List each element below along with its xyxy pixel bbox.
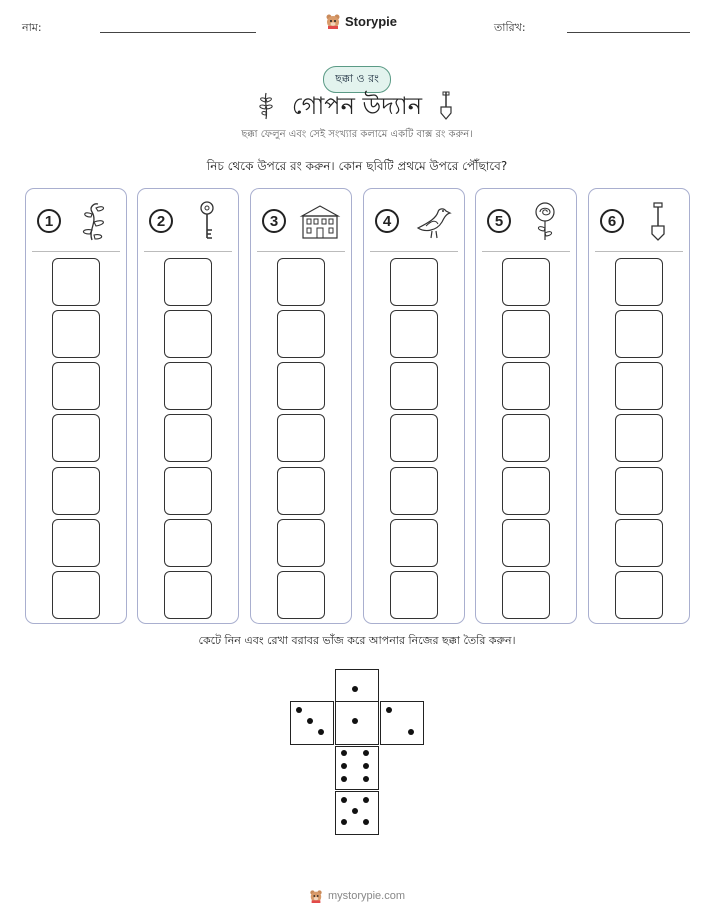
- column-divider: [482, 251, 570, 252]
- color-box[interactable]: [164, 519, 212, 567]
- color-box[interactable]: [615, 310, 663, 358]
- color-box[interactable]: [52, 310, 100, 358]
- vine-icon: [74, 200, 116, 242]
- color-box[interactable]: [277, 467, 325, 515]
- color-box[interactable]: [502, 362, 550, 410]
- column-number: 1: [37, 209, 61, 233]
- color-box[interactable]: [52, 467, 100, 515]
- die-pip: [341, 750, 347, 756]
- color-box[interactable]: [390, 571, 438, 619]
- color-box[interactable]: [52, 362, 100, 410]
- die-pip: [363, 819, 369, 825]
- instruction: নিচ থেকে উপরে রং করুন। কোন ছবিটি প্রথমে উপরে পৌঁছাবে?: [206, 159, 508, 173]
- color-box[interactable]: [164, 258, 212, 306]
- column-divider: [32, 251, 120, 252]
- die-face-3: [290, 701, 334, 745]
- color-box[interactable]: [390, 258, 438, 306]
- die-pip: [363, 750, 369, 756]
- color-box[interactable]: [502, 310, 550, 358]
- color-box[interactable]: [52, 414, 100, 462]
- die-face-5: [335, 791, 379, 835]
- die-pip: [408, 729, 414, 735]
- color-box[interactable]: [164, 467, 212, 515]
- color-box[interactable]: [390, 519, 438, 567]
- color-box[interactable]: [502, 414, 550, 462]
- trowel-icon: [439, 91, 453, 121]
- column-divider: [370, 251, 458, 252]
- color-box[interactable]: [502, 571, 550, 619]
- color-box[interactable]: [277, 362, 325, 410]
- color-box[interactable]: [277, 519, 325, 567]
- footer-url[interactable]: mystorypie.com: [327, 890, 406, 902]
- column-6: [588, 188, 690, 624]
- color-box[interactable]: [615, 467, 663, 515]
- color-box[interactable]: [615, 571, 663, 619]
- color-box[interactable]: [277, 571, 325, 619]
- color-box[interactable]: [164, 310, 212, 358]
- die-face-6: [335, 746, 379, 790]
- color-box[interactable]: [52, 519, 100, 567]
- die-face-1: [335, 701, 379, 745]
- color-box[interactable]: [390, 467, 438, 515]
- column-2: [137, 188, 239, 624]
- die-pip: [341, 763, 347, 769]
- die-pip: [363, 797, 369, 803]
- die-pip: [341, 797, 347, 803]
- name-line[interactable]: [100, 32, 256, 33]
- column-1: [25, 188, 127, 624]
- column-number: 5: [487, 209, 511, 233]
- bird-icon: [412, 200, 454, 242]
- cut-instruction: কেটে নিন এবং রেখা বরাবর ভাঁজ করে আপনার নিজের ছক্কা তৈরি করুন।: [198, 634, 516, 647]
- column-number: 2: [149, 209, 173, 233]
- column-divider: [144, 251, 232, 252]
- column-3: [250, 188, 352, 624]
- die-face-2: [380, 701, 424, 745]
- color-box[interactable]: [615, 362, 663, 410]
- color-box[interactable]: [390, 414, 438, 462]
- color-box[interactable]: [390, 362, 438, 410]
- color-box[interactable]: [277, 414, 325, 462]
- die-pip: [352, 686, 358, 692]
- column-divider: [257, 251, 345, 252]
- color-box[interactable]: [615, 519, 663, 567]
- die-pip: [352, 718, 358, 724]
- column-number: 3: [262, 209, 286, 233]
- rose-icon: [524, 200, 566, 242]
- color-box[interactable]: [52, 258, 100, 306]
- color-box[interactable]: [502, 467, 550, 515]
- color-box[interactable]: [390, 310, 438, 358]
- date-label: তারিখ:: [494, 21, 526, 34]
- column-divider: [595, 251, 683, 252]
- color-box[interactable]: [164, 571, 212, 619]
- color-box[interactable]: [502, 258, 550, 306]
- name-label: নাম:: [22, 21, 42, 34]
- color-box[interactable]: [277, 310, 325, 358]
- die-net[interactable]: [290, 669, 424, 835]
- column-number: 6: [600, 209, 624, 233]
- color-box[interactable]: [164, 414, 212, 462]
- page-title: গোপন উদ্যান: [291, 92, 423, 120]
- column-number: 4: [375, 209, 399, 233]
- die-pip: [386, 707, 392, 713]
- date-line[interactable]: [567, 32, 690, 33]
- brand-name: Storypie: [345, 13, 398, 29]
- shovel-icon: [637, 200, 679, 242]
- color-box[interactable]: [502, 519, 550, 567]
- die-pip: [352, 808, 358, 814]
- color-box[interactable]: [52, 571, 100, 619]
- column-5: [475, 188, 577, 624]
- die-pip: [363, 776, 369, 782]
- footer: [0, 889, 714, 903]
- color-box[interactable]: [277, 258, 325, 306]
- house-icon: [299, 200, 341, 242]
- column-4: [363, 188, 465, 624]
- bear-icon: [325, 13, 341, 29]
- color-box[interactable]: [164, 362, 212, 410]
- subtitle: ছক্কা ফেলুন এবং সেই সংখ্যার কলামে একটি বাক্স রং করুন।: [241, 129, 473, 140]
- brand-logo: [325, 13, 397, 29]
- bear-icon: [309, 889, 323, 903]
- color-box[interactable]: [615, 414, 663, 462]
- die-pip: [363, 763, 369, 769]
- key-icon: [186, 200, 228, 242]
- die-pip: [318, 729, 324, 735]
- die-pip: [296, 707, 302, 713]
- die-pip: [341, 776, 347, 782]
- die-pip: [307, 718, 313, 724]
- color-box[interactable]: [615, 258, 663, 306]
- category-badge: ছক্কা ও রং: [323, 66, 391, 93]
- die-pip: [341, 819, 347, 825]
